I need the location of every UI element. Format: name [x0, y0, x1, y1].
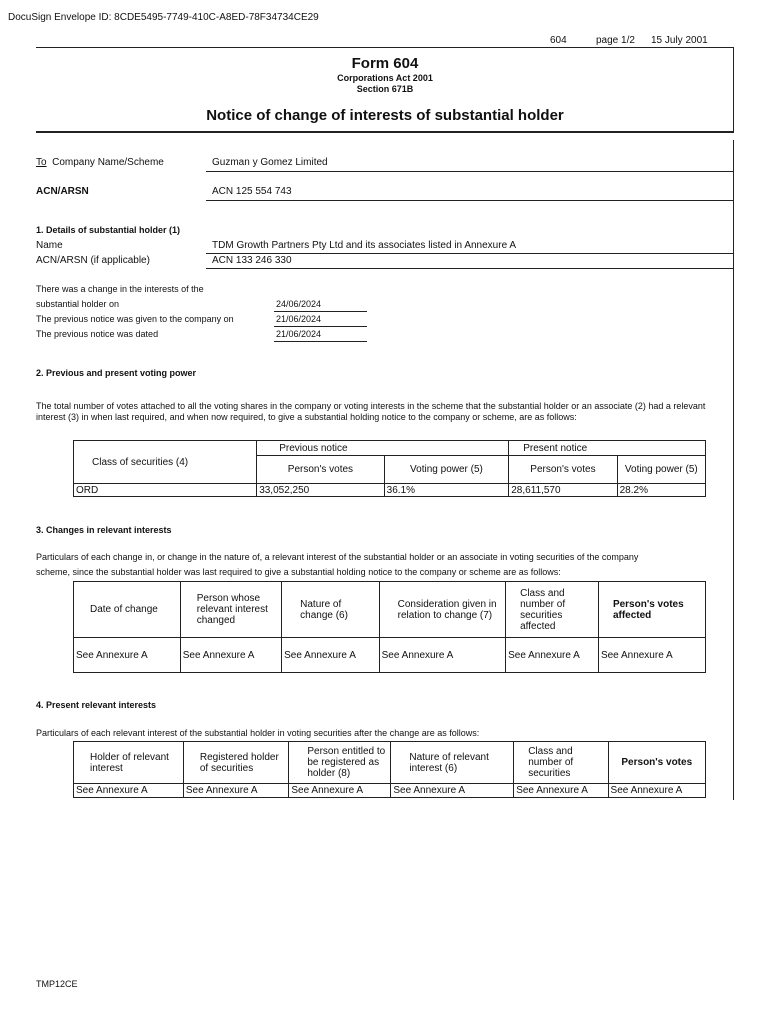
acn-label: ACN/ARSN [36, 186, 89, 197]
title-rule [36, 131, 734, 133]
col-nature-of-change: Nature of change (6) [282, 582, 379, 638]
row-prev-power: 36.1% [384, 484, 509, 497]
changes-table [73, 581, 706, 673]
pres-voting-power-header: Voting power (5) [617, 456, 705, 484]
interests-row-cell: See Annexure A [74, 784, 184, 798]
main-title: Notice of change of interests of substantial holder [206, 107, 564, 124]
interests-row-cell: See Annexure A [391, 784, 514, 798]
class-of-securities-header: Class of securities (4) [74, 441, 257, 484]
form-date: 15 July 2001 [651, 35, 708, 46]
present-interests-table [73, 741, 706, 798]
previous-notice-header: Previous notice [257, 441, 509, 456]
pres-persons-votes-header: Person's votes [509, 456, 617, 484]
changes-row-cell: See Annexure A [180, 638, 281, 673]
changes-row-cell: See Annexure A [282, 638, 379, 673]
interests-row-cell: See Annexure A [514, 784, 608, 798]
col-person-entitled: Person entitled to be registered as holder (8) [289, 742, 391, 784]
form-title: Form 604 [351, 55, 419, 72]
previous-given-rule [274, 326, 367, 327]
holder-acn-label: ACN/ARSN (if applicable) [36, 255, 150, 266]
col-person-whose-interest: Person whose relevant interest changed [180, 582, 281, 638]
section-4-paragraph: Particulars of each relevant interest of the substantial holder in voting securities after the change are as follows: [36, 728, 480, 738]
acn-rule [206, 200, 734, 201]
col-date-of-change: Date of change [74, 582, 181, 638]
page-number: page 1/2 [596, 35, 635, 46]
acn-value: ACN 125 554 743 [212, 186, 292, 197]
col-holder: Holder of relevant interest [74, 742, 184, 784]
change-date-rule [274, 311, 367, 312]
col-nature-of-interest: Nature of relevant interest (6) [391, 742, 514, 784]
voting-power-table [73, 440, 706, 497]
footer-code: TMP12CE [36, 979, 78, 989]
changes-row-cell: See Annexure A [379, 638, 505, 673]
col-registered-holder: Registered holder of securities [183, 742, 289, 784]
change-line-1: There was a change in the interests of the [36, 284, 204, 294]
section-3-heading: 3. Changes in relevant interests [36, 525, 172, 535]
col-class-and-number: Class and number of securities [514, 742, 608, 784]
row-pres-power: 28.2% [617, 484, 705, 497]
changes-row-cell: See Annexure A [598, 638, 705, 673]
docusign-envelope-id: DocuSign Envelope ID: 8CDE5495-7749-410C-A8ED-78F34734CE29 [8, 12, 319, 23]
holder-acn-rule [206, 268, 734, 269]
company-name: Guzman y Gomez Limited [212, 157, 328, 168]
interests-row-cell: See Annexure A [608, 784, 705, 798]
section-4-heading: 4. Present relevant interests [36, 700, 157, 710]
previous-dated-rule [274, 341, 367, 342]
form-number: 604 [550, 35, 567, 46]
row-prev-votes: 33,052,250 [257, 484, 384, 497]
top-rule [36, 47, 734, 48]
row-pres-votes: 28,611,570 [509, 484, 617, 497]
col-persons-votes: Person's votes [608, 742, 705, 784]
section-1-heading: 1. Details of substantial holder (1) [36, 225, 181, 235]
section-name: Section 671B [356, 84, 414, 94]
right-rule-lower [733, 140, 734, 800]
present-notice-header: Present notice [509, 441, 706, 456]
changes-row-cell: See Annexure A [506, 638, 599, 673]
prev-voting-power-header: Voting power (5) [384, 456, 509, 484]
interests-row-cell: See Annexure A [289, 784, 391, 798]
holder-acn-value: ACN 133 246 330 [212, 255, 292, 266]
change-date: 24/06/2024 [276, 299, 322, 309]
holder-name-rule [206, 253, 734, 254]
col-persons-votes-affected: Person's votes affected [598, 582, 705, 638]
holder-name-label: Name [36, 240, 63, 251]
previous-given-label: The previous notice was given to the company on [36, 314, 234, 324]
col-consideration: Consideration given in relation to change (7) [379, 582, 505, 638]
row-class: ORD [74, 484, 257, 497]
section-2-paragraph: The total number of votes attached to all the voting shares in the company or voting interests in the scheme that the substantial holder or an associate (2) had a relevant interest (3) in when last required, and when now required, to give a substantial holding notice to the company or scheme, are as follows: [36, 401, 706, 422]
changes-row-cell: See Annexure A [74, 638, 181, 673]
previous-dated-label: The previous notice was dated [36, 329, 159, 339]
prev-persons-votes-header: Person's votes [257, 456, 384, 484]
previous-dated-date: 21/06/2024 [276, 329, 322, 339]
company-name-rule [206, 171, 734, 172]
change-line-2: substantial holder on [36, 299, 120, 309]
section-3-paragraph-2: scheme, since the substantial holder was last required to give a substantial holding notice to the company or scheme are as follows: [36, 567, 561, 577]
holder-name-value: TDM Growth Partners Pty Ltd and its associates listed in Annexure A [212, 240, 517, 251]
previous-given-date: 21/06/2024 [276, 314, 322, 324]
col-class-and-number: Class and number of securities affected [506, 582, 599, 638]
act-name: Corporations Act 2001 [337, 73, 433, 83]
to-label: To Company Name/Scheme [36, 157, 164, 168]
section-3-paragraph-1: Particulars of each change in, or change in the nature of, a relevant interest of the substantial holder or an associate in voting securities of the company [36, 552, 639, 562]
section-2-heading: 2. Previous and present voting power [36, 368, 197, 378]
interests-row-cell: See Annexure A [183, 784, 289, 798]
